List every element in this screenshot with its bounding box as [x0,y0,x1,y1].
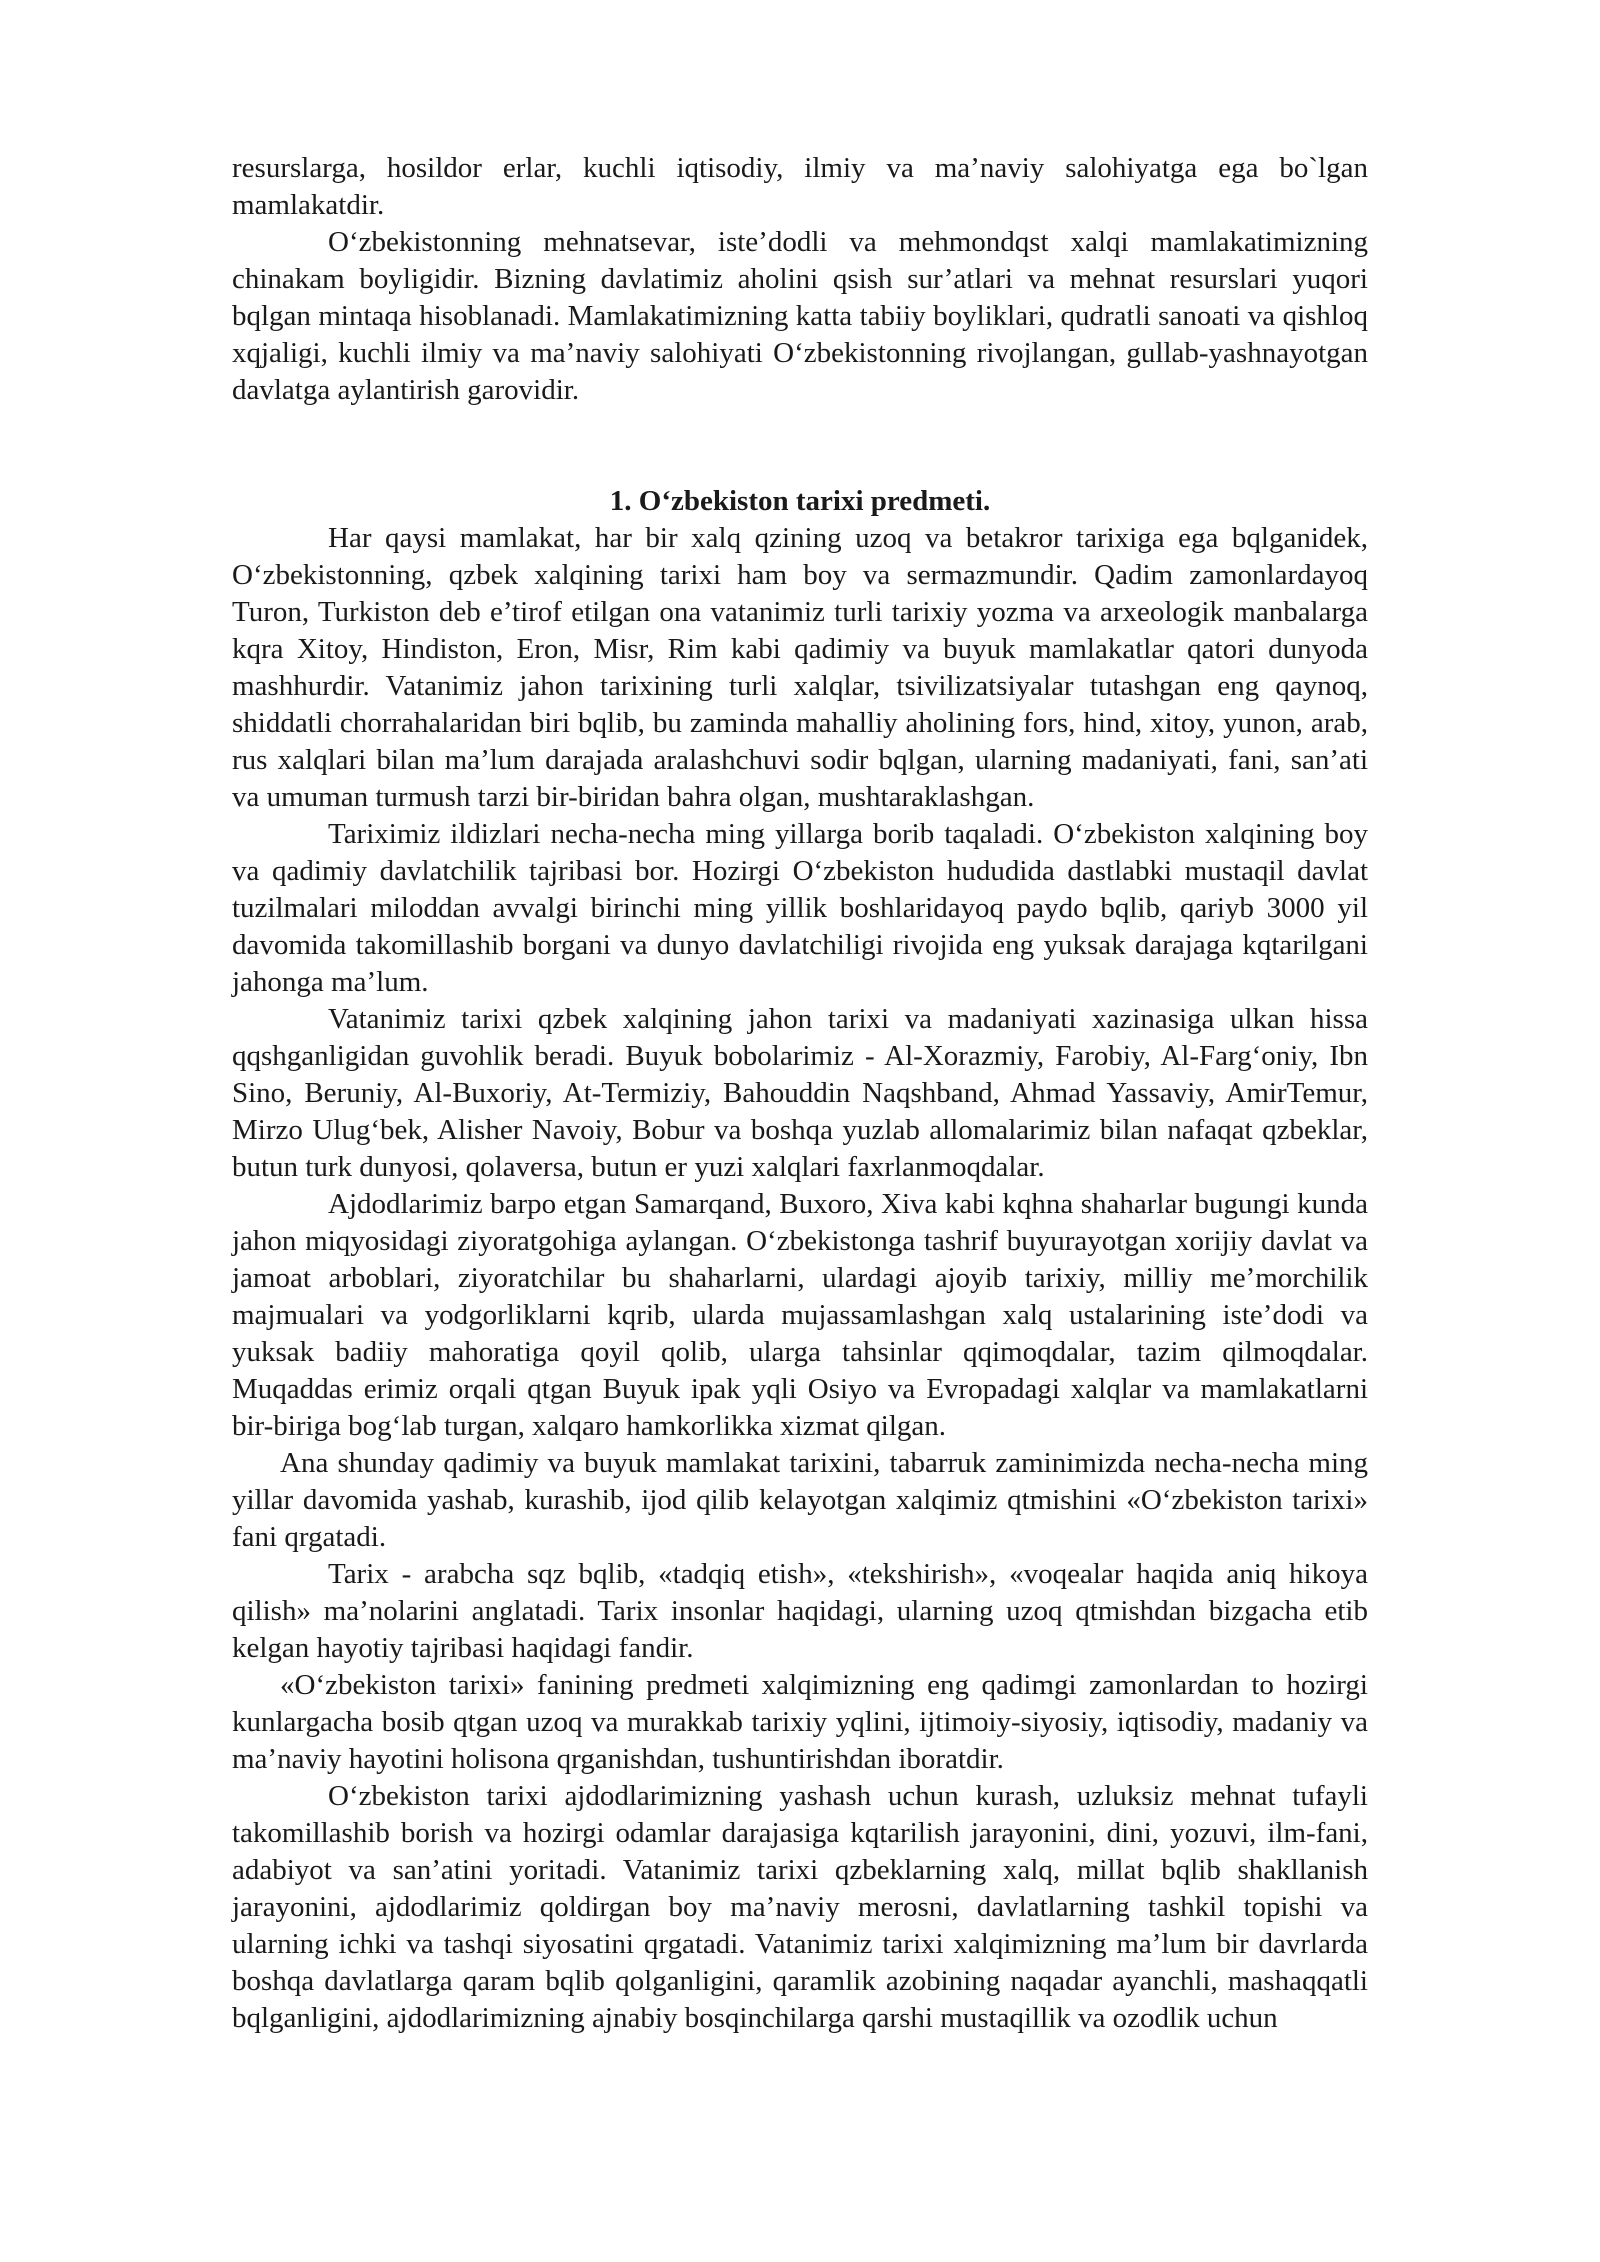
section-heading: 1. O‘zbekiston tarixi predmeti. [609,485,991,517]
section-paragraph-8: O‘zbekiston tarixi ajdodlarimizning yashash uchun kurash, uzluksiz mehnat tufayli takomillashib borish va hozirgi odamlar darajasiga kqtarilish jarayonini, dini, yozuvi, ilm-fani, adabiyot va san’atini yoritadi. Vatanimiz tarixi qzbeklarning xalq, millat bqlib shakllanish jarayonini, ajdodlarimiz qoldirgan boy ma’naviy merosni, davlatlarning tashkil topishi va ularning ichki va tashqi siyosatini qrgatadi. Vatanimiz tarixi xalqimizning ma’lum bir davrlarda boshqa davlatlarga qaram bqlib qolganligini, qaramlik azobining naqadar ayanchli, mashaqqatli bqlganligini, ajdodlarimizning ajnabiy bosqinchilarga qarshi mustaqillik va ozodlik uchun [232,1780,1368,2034]
section-paragraph-1: Har qaysi mamlakat, har bir xalq qzining uzoq va betakror tarixiga ega bqlganidek, O‘zbekistonning, qzbek xalqining tarixi ham boy va sermazmundir. Qadim zamonlardayoq Turon, Turkiston deb e’tirof etilgan ona vatanimiz turli tarixiy yozma va arxeologik manbalarga kqra Xitoy, Hindiston, Eron, Misr, Rim kabi qadimiy va buyuk mamlakatlar qatori dunyoda mashhurdir. Vatanimiz jahon tarixining turli xalqlar, tsivilizatsiyalar tutashgan eng qaynoq, shiddatli chorrahalaridan biri bqlib, bu zaminda mahalliy aholining fors, hind, xitoy, yunon, arab, rus xalqlari bilan ma’lum darajada aralashchuvi sodir bqlgan, ularning madaniyati, fani, san’ati va umuman turmush tarzi bir-biridan bahra olgan, mushtaraklashgan. [232,522,1368,813]
section-paragraph-6: Tarix - arabcha sqz bqlib, «tadqiq etish», «tekshirish», «voqealar haqida aniq hikoya qilish» ma’nolarini anglatadi. Tarix insonlar haqidagi, ularning uzoq qtmishdan bizgacha etib kelgan hayotiy tajribasi haqidagi fandir. [232,1558,1368,1664]
section-paragraph-2: Tariximiz ildizlari necha-necha ming yillarga borib taqaladi. O‘zbekiston xalqining boy va qadimiy davlatchilik tajribasi bor. Hozirgi O‘zbekiston hududida dastlabki mustaqil davlat tuzilmalari miloddan avvalgi birinchi ming yillik boshlaridayoq paydo bqlib, qariyb 3000 yil davomida takomillashib borgani va dunyo davlatchiligi rivojida eng yuksak darajaga kqtarilgani jahonga ma’lum. [232,818,1368,998]
intro-paragraph-2: O‘zbekistonning mehnatsevar, iste’dodli va mehmondqst xalqi mamlakatimizning chinakam boyligidir. Bizning davlatimiz aholini qsish sur’atlari va mehnat resurslari yuqori bqlgan mintaqa hisoblanadi. Mamlakatimizning katta tabiiy boyliklari, qudratli sanoati va qishloq xqjaligi, kuchli ilmiy va ma’naviy salohiyati O‘zbekistonning rivojlangan, gullab-yashnayotgan davlatga aylantirish garovidir. [232,226,1368,406]
document-page [232,150,1368,2037]
section-paragraph-4: Ajdodlarimiz barpo etgan Samarqand, Buxoro, Xiva kabi kqhna shaharlar bugungi kunda jahon miqyosidagi ziyoratgohiga aylangan. O‘zbekistonga tashrif buyurayotgan xorijiy davlat va jamoat arboblari, ziyoratchilar bu shaharlarni, ulardagi ajoyib tarixiy, milliy me’morchilik majmualari va yodgorliklarni kqrib, ularda mujassamlashgan xalq ustalarining iste’dodi va yuksak badiiy mahoratiga qoyil qolib, ularga tahsinlar qqimoqdalar, tazim qilmoqdalar. Muqaddas erimiz orqali qtgan Buyuk ipak yqli Osiyo va Evropadagi xalqlar va mamlakatlarni bir-biriga bog‘lab turgan, xalqaro hamkorlikka xizmat qilgan. [232,1188,1368,1442]
section-paragraph-7: «O‘zbekiston tarixi» fanining predmeti xalqimizning eng qadimgi zamonlardan to hozirgi kunlargacha bosib qtgan uzoq va murakkab tarixiy yqlini, ijtimoiy-siyosiy, iqtisodiy, madaniy va ma’naviy hayotini holisona qrganishdan, tushuntirishdan iboratdir. [232,1669,1368,1775]
section-paragraph-5: Ana shunday qadimiy va buyuk mamlakat tarixini, tabarruk zaminimizda necha-necha ming yillar davomida yashab, kurashib, ijod qilib kelayotgan xalqimiz qtmishini «O‘zbekiston tarixi» fani qrgatadi. [232,1447,1368,1553]
section-paragraph-3: Vatanimiz tarixi qzbek xalqining jahon tarixi va madaniyati xazinasiga ulkan hissa qqshganligidan guvohlik beradi. Buyuk bobolarimiz - Al-Xorazmiy, Farobiy, Al-Farg‘oniy, Ibn Sino, Beruniy, Al-Buxoriy, At-Termiziy, Bahouddin Naqshband, Ahmad Yassaviy, AmirTemur, Mirzo Ulug‘bek, Alisher Navoiy, Bobur va boshqa yuzlab allomalarimiz bilan nafaqat qzbeklar, butun turk dunyosi, qolaversa, butun er yuzi xalqlari faxrlanmoqdalar. [232,1003,1368,1183]
intro-paragraph-1: resurslarga, hosildor erlar, kuchli iqtisodiy, ilmiy va ma’naviy salohiyatga ega bo`lgan mamlakatdir. [232,152,1368,221]
